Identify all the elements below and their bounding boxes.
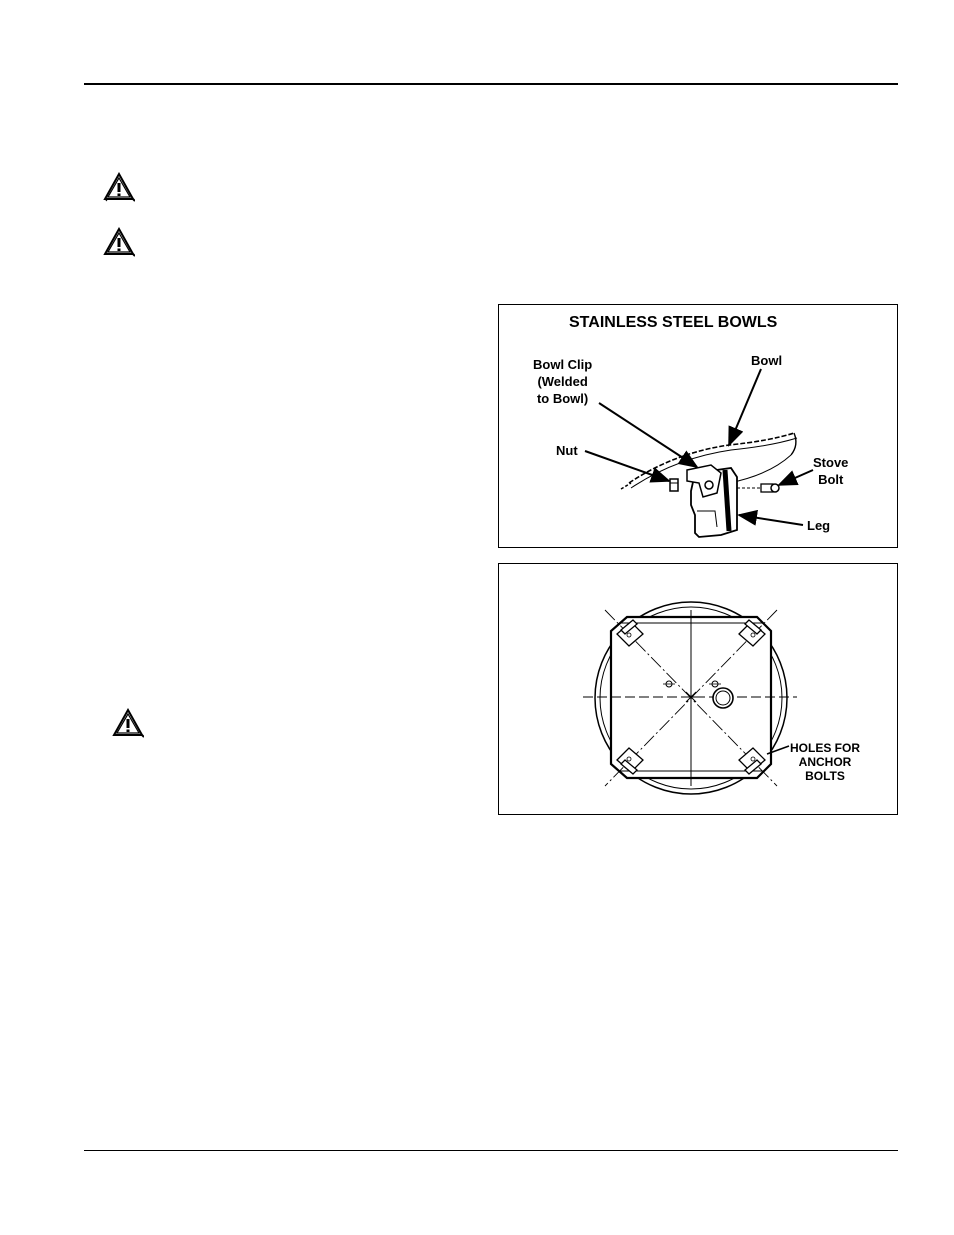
warning-triangle-icon — [103, 227, 135, 257]
label-nut: Nut — [556, 443, 578, 458]
label-leg: Leg — [807, 518, 831, 533]
footer-rule — [84, 1150, 898, 1151]
label-bowl: Bowl — [751, 353, 783, 368]
label-stove-bolt: Stove Bolt — [813, 455, 849, 487]
bowl-leg-assembly-illustration — [499, 305, 897, 547]
warning-triangle-icon — [112, 708, 144, 738]
label-anchor-bolt-holes: HOLES FOR ANCHOR BOLTS — [790, 741, 861, 783]
figure-title: STAINLESS STEEL BOWLS — [569, 314, 778, 331]
figure-stainless-steel-bowls — [498, 304, 898, 548]
header-rule — [84, 83, 898, 85]
warning-triangle-icon — [103, 172, 135, 202]
label-bowl-clip: Bowl Clip (Welded to Bowl) — [533, 357, 593, 406]
figure-base-anchor-holes — [498, 563, 898, 815]
